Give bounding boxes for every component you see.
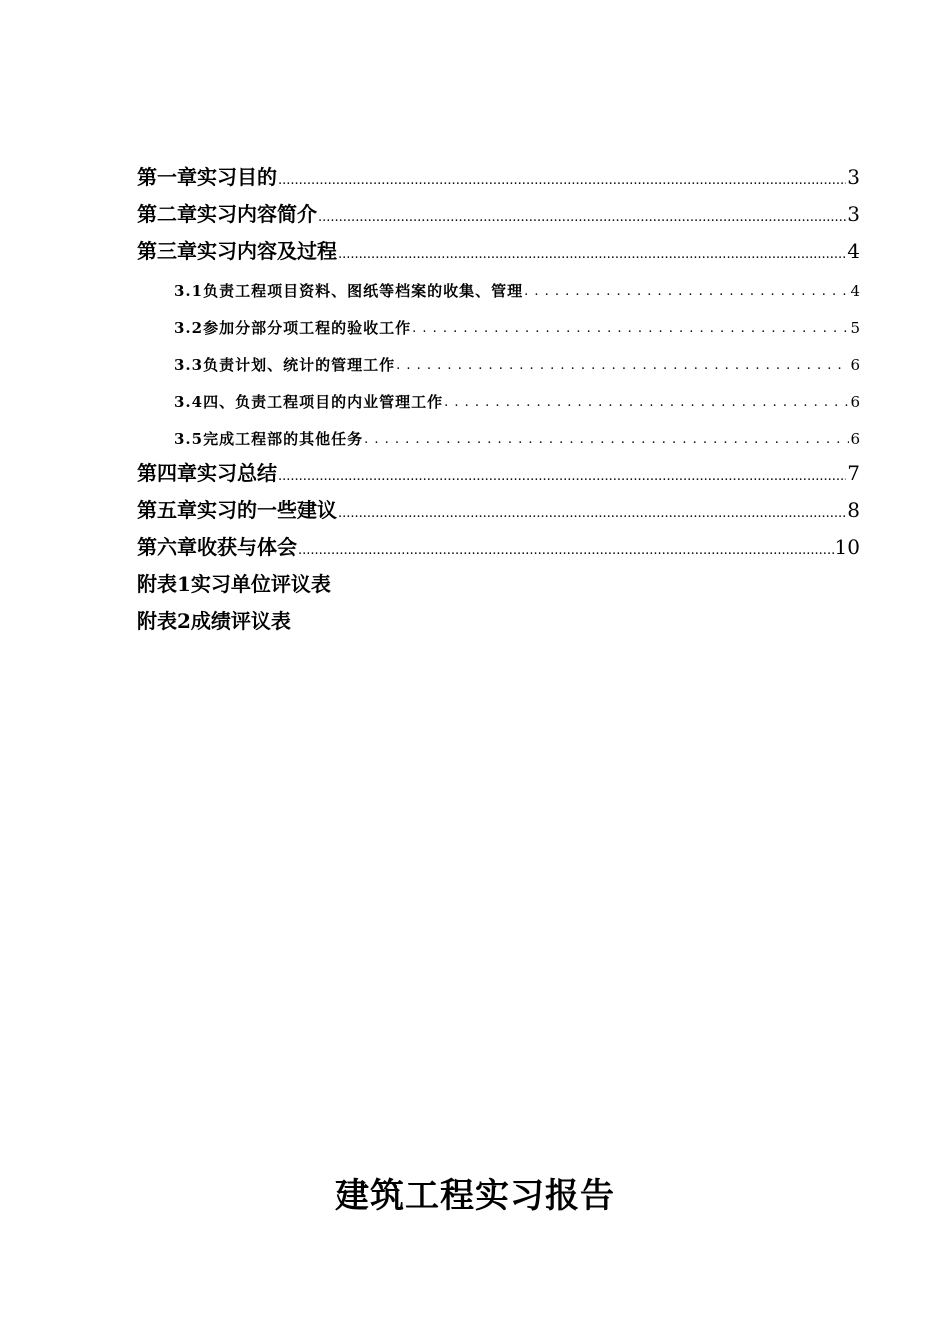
document-title: 建筑工程实习报告: [335, 1176, 615, 1216]
toc-entry-section-3-5[interactable]: [137, 411, 860, 448]
toc-entry-chapter-5[interactable]: [137, 485, 860, 522]
toc-appendix-1[interactable]: [137, 559, 860, 596]
toc-appendix-title: 附表2成绩评议表: [137, 609, 291, 633]
toc-leader-dots: [412, 318, 849, 337]
toc-entry-chapter-4[interactable]: [137, 448, 860, 485]
toc-leader-dots: [298, 535, 834, 559]
table-of-contents: [137, 152, 860, 633]
toc-entry-section-3-3[interactable]: [137, 337, 860, 374]
toc-leader-dots: [338, 239, 846, 263]
toc-entry-page: 3: [847, 165, 860, 189]
toc-leader-dots: [396, 355, 849, 374]
toc-entry-title: 3.5完成工程部的其他任务: [174, 430, 364, 448]
toc-appendix-2[interactable]: [137, 596, 860, 633]
toc-entry-title: 3.2参加分部分项工程的验收工作: [174, 319, 412, 337]
toc-entry-title: 第三章实习内容及过程: [137, 239, 337, 263]
toc-entry-title: 第二章实习内容简介: [137, 202, 317, 226]
toc-entry-chapter-6[interactable]: [137, 522, 860, 559]
toc-leader-dots: [524, 281, 849, 300]
toc-entry-title: 第六章收获与体会: [137, 535, 297, 559]
toc-entry-section-3-4[interactable]: [137, 374, 860, 411]
toc-entry-page: 4: [850, 282, 860, 300]
toc-entry-page: 7: [847, 461, 860, 485]
toc-entry-section-3-1[interactable]: [137, 263, 860, 300]
toc-leader-dots: [278, 461, 846, 485]
toc-entry-page: 3: [847, 202, 860, 226]
toc-entry-title: 第四章实习总结: [137, 461, 277, 485]
toc-leader-dots: [364, 429, 849, 448]
toc-leader-dots: [444, 392, 849, 411]
toc-entry-page: 6: [850, 356, 860, 374]
toc-entry-page: 6: [850, 393, 860, 411]
toc-entry-title: 3.1负责工程项目资料、图纸等档案的收集、管理: [174, 282, 524, 300]
toc-leader-dots: [318, 202, 846, 226]
toc-entry-chapter-1[interactable]: [137, 152, 860, 189]
toc-entry-title: 第一章实习目的: [137, 165, 277, 189]
toc-entry-page: 8: [847, 498, 860, 522]
toc-entry-title: 第五章实习的一些建议: [137, 498, 337, 522]
toc-entry-page: 10: [834, 535, 860, 559]
toc-entry-chapter-3[interactable]: [137, 226, 860, 263]
toc-leader-dots: [278, 165, 846, 189]
toc-entry-chapter-2[interactable]: [137, 189, 860, 226]
toc-entry-page: 4: [847, 239, 860, 263]
toc-appendix-title: 附表1实习单位评议表: [137, 572, 331, 596]
toc-entry-title: 3.4四、负责工程项目的内业管理工作: [174, 393, 444, 411]
toc-entry-page: 6: [850, 430, 860, 448]
toc-entry-title: 3.3负责计划、统计的管理工作: [174, 356, 396, 374]
toc-entry-section-3-2[interactable]: [137, 300, 860, 337]
toc-entry-page: 5: [850, 319, 860, 337]
toc-leader-dots: [338, 498, 846, 522]
